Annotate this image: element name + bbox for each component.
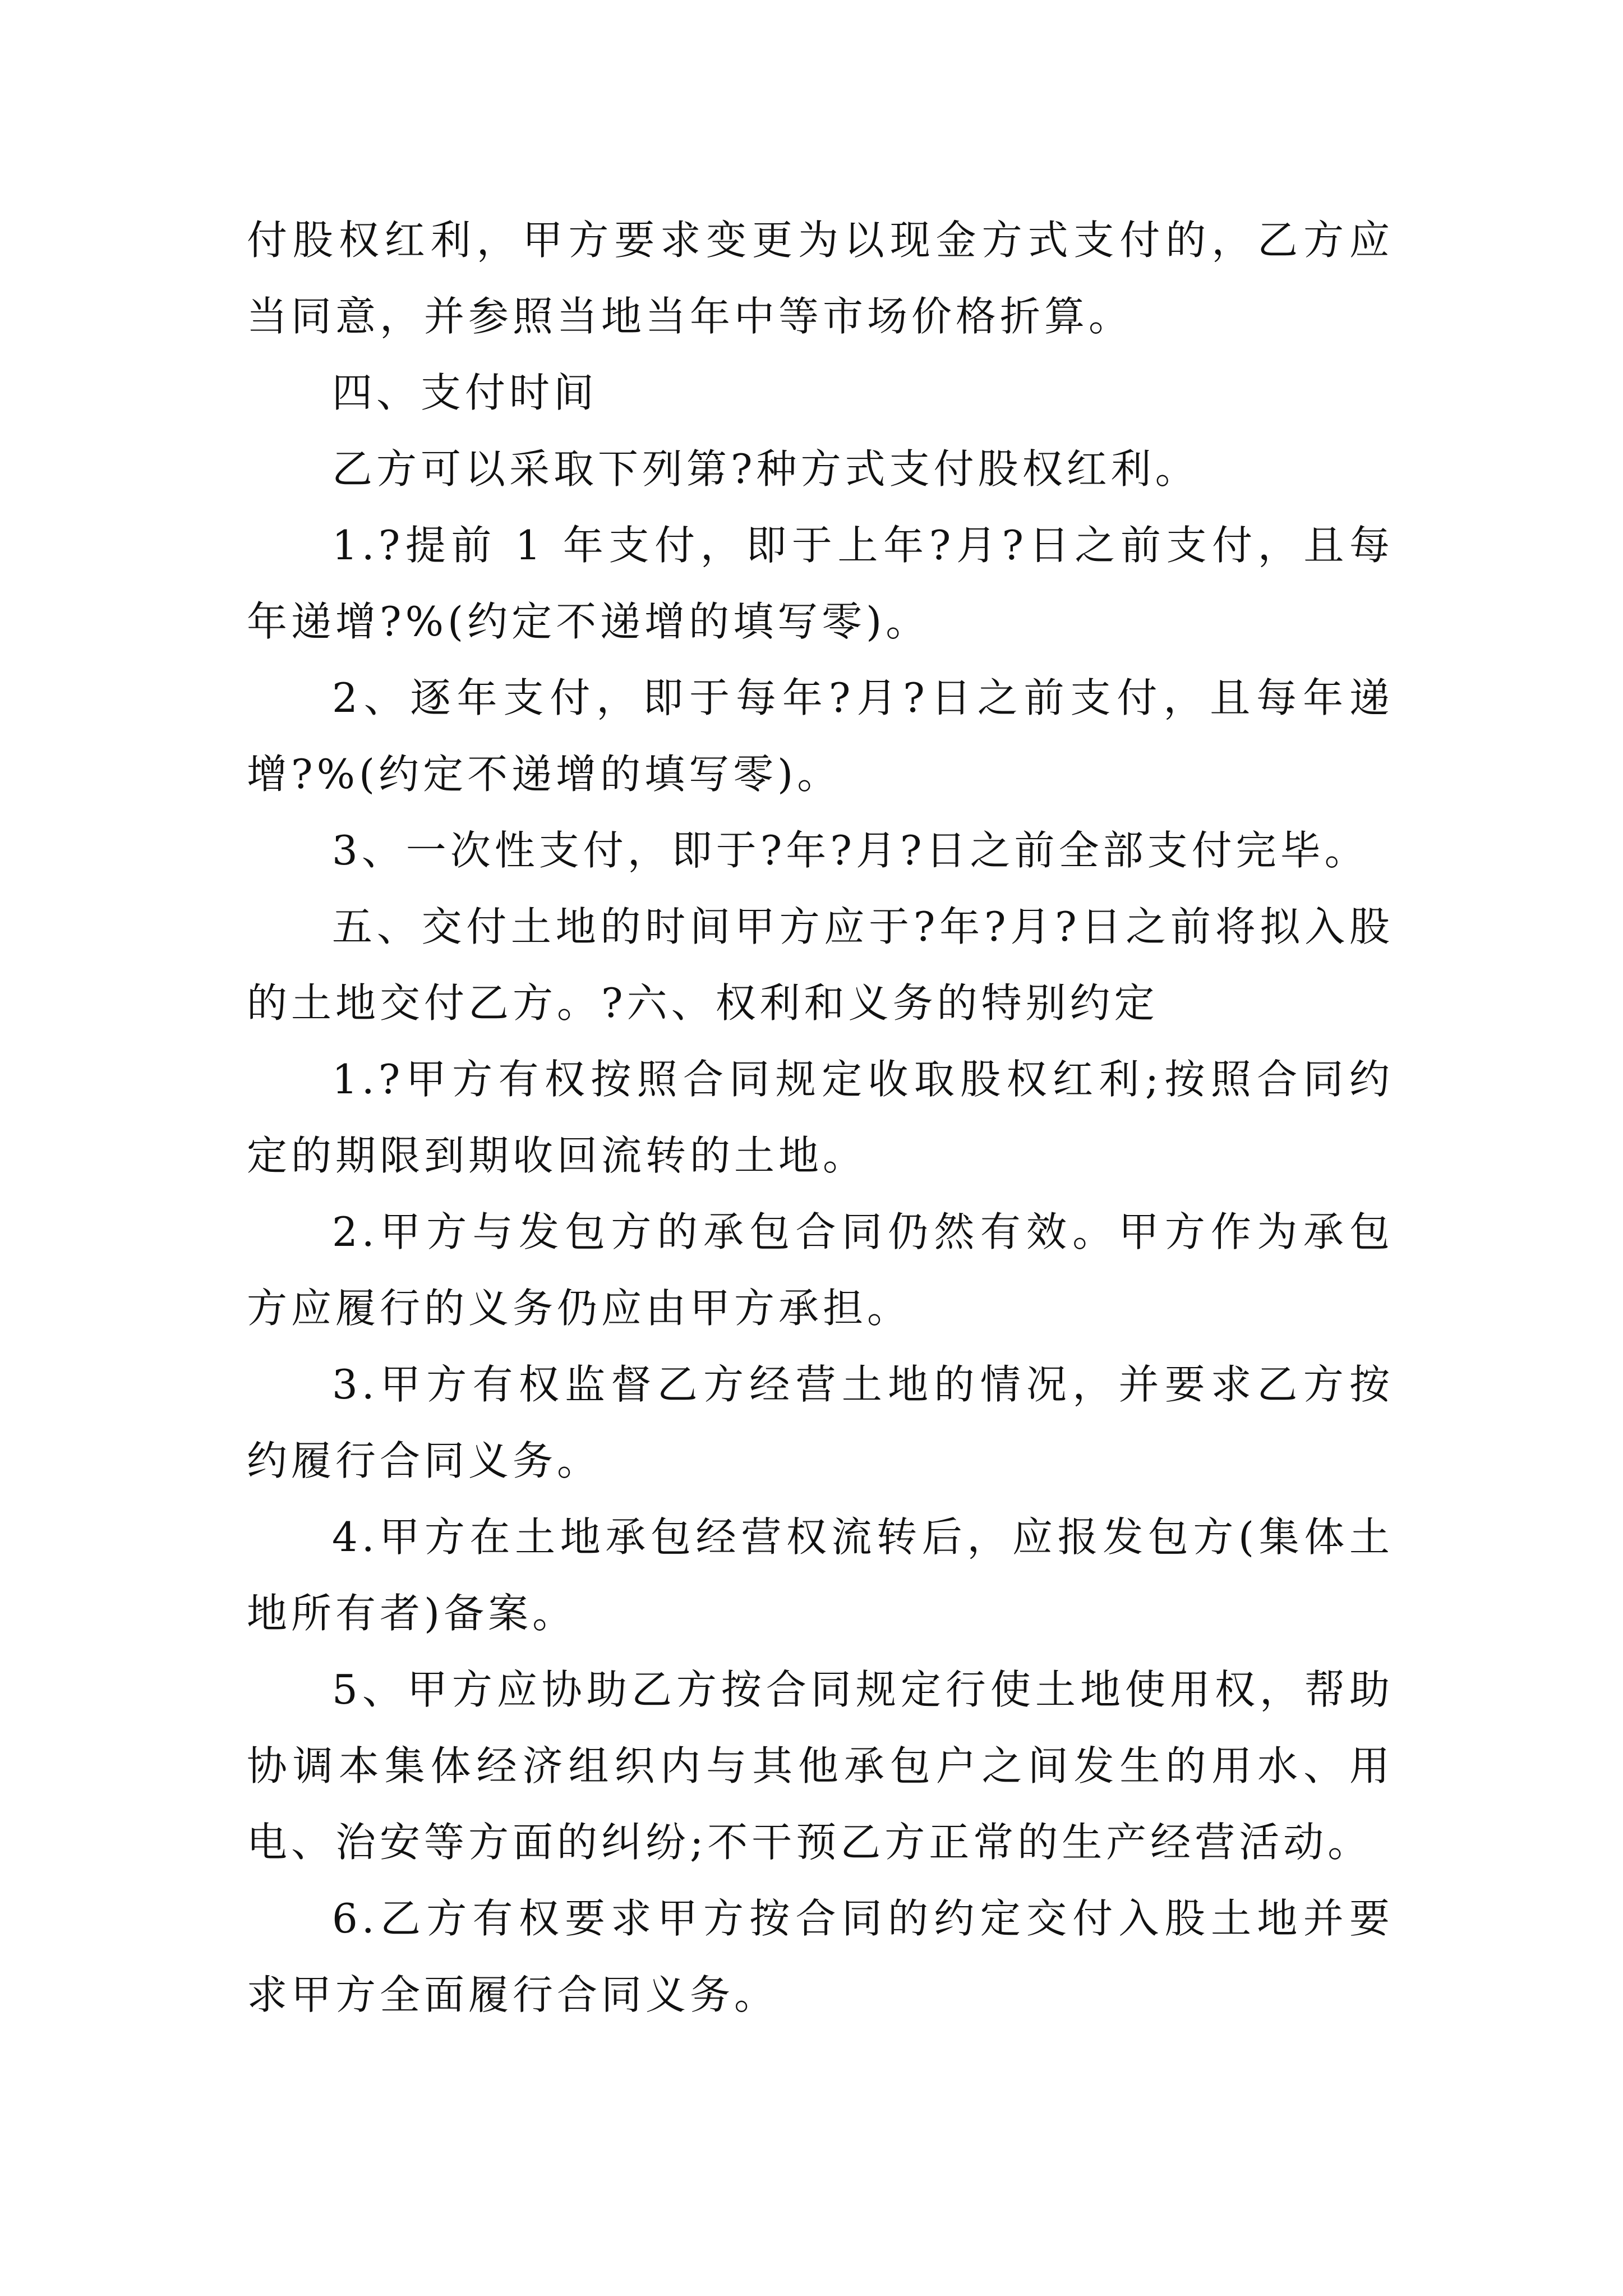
paragraph-payment-option-2: 2、逐年支付，即于每年?月?日之前支付，且每年递增?%(约定不递增的填写零)。 <box>247 674 1394 798</box>
paragraph-rights-item-6: 6.乙方有权要求甲方按合同的约定交付入股土地并要求甲方全面履行合同义务。 <box>247 1895 1394 2018</box>
section-heading-payment-time: 四、支付时间 <box>332 369 598 416</box>
paragraph-rights-item-2: 2.甲方与发包方的承包合同仍然有效。甲方作为承包方应履行的义务仍应由甲方承担。 <box>247 1208 1394 1332</box>
paragraph-rights-item-4: 4.甲方在土地承包经营权流转后，应报发包方(集体土地所有者)备案。 <box>247 1513 1394 1637</box>
section-heading-land-delivery: 五、交付土地的时间甲方应于?年?月?日之前将拟入股的土地交付乙方。?六、权利和义务的特别约定 <box>247 903 1394 1027</box>
paragraph-payment-option-1: 1.?提前 1 年支付，即于上年?月?日之前支付，且每年递增?%(约定不递增的填写零)。 <box>247 522 1394 645</box>
paragraph-rights-item-5: 5、甲方应协助乙方按合同规定行使土地使用权，帮助协调本集体经济组织内与其他承包户之间发生的用水、用电、治安等方面的纠纷;不干预乙方正常的生产经营活动。 <box>247 1666 1394 1866</box>
paragraph-payment-method-intro: 乙方可以采取下列第?种方式支付股权红利。 <box>332 445 1200 493</box>
document-body <box>247 202 1394 2033</box>
paragraph-payment-option-3: 3、一次性支付，即于?年?月?日之前全部支付完毕。 <box>332 827 1369 874</box>
paragraph-continuation: 付股权红利，甲方要求变更为以现金方式支付的，乙方应当同意，并参照当地当年中等市场价格折算。 <box>247 217 1394 340</box>
paragraph-rights-item-3: 3.甲方有权监督乙方经营土地的情况，并要求乙方按约履行合同义务。 <box>247 1361 1394 1484</box>
paragraph-rights-item-1: 1.?甲方有权按照合同规定收取股权红利;按照合同约定的期限到期收回流转的土地。 <box>247 1056 1394 1179</box>
